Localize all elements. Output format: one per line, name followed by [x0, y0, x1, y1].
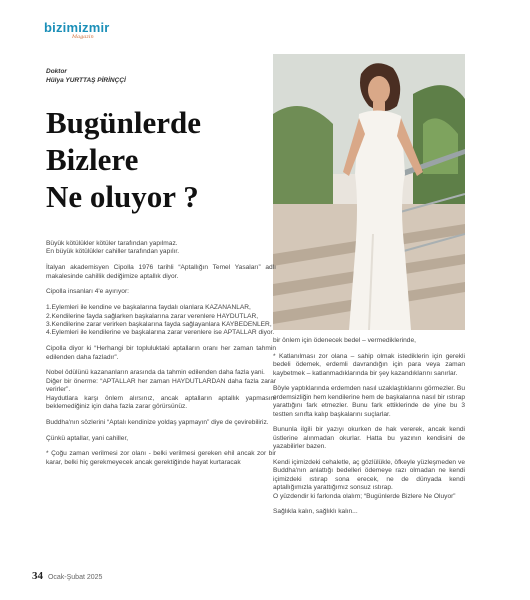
paragraph: Cipolla insanları 4'e ayırıyor:: [46, 288, 129, 296]
paragraph: Büyük kötülükler kötüler tarafından yapılmaz. En büyük kötülükler cahiller tarafından yapılır.: [46, 240, 180, 256]
article-title: [46, 104, 201, 215]
paragraph: * Çoğu zaman verilmesi zor olanı - belki verilmesi gereken ehil ancak zor bir karar, belki hiç gerekmeyecek ancak gerektiğinde hayat kurtaracak: [46, 450, 276, 466]
logo-text: bizimizmir: [44, 20, 110, 35]
paragraph: İtalyan akademisyen Cipolla 1976 tarihli “Aptallığın Temel Yasaları” adlı makalesinde cahillik dediğimize aptallık diyor.: [46, 264, 276, 280]
page-number: 34: [32, 570, 43, 582]
paragraph: 1.Eylemleri ile kendine ve başkalarına faydalı olanlara KAZANANLAR, 2.Kendilerine fayda sağlarken başkalarına zarar verenlere HAYDUTLAR, 3.Kendilerine zarar verirken başkalarına fayda sağlayanlara KAYBEDENLER, 4.Eylemleri ile kendilerine ve başkalarına zarar verenlere ise APTALLAR diyor.: [46, 304, 275, 337]
title-line: Bugünlerde: [46, 105, 202, 140]
title-line: Bizlere: [46, 142, 139, 177]
left-column: [46, 240, 276, 475]
page-footer: [32, 570, 102, 582]
paragraph: Kendi içimizdeki cehaletle, aç gözlülükle, öfkeyle yüzleşmeden ve Buddha'nın anlattığı bedelleri ödemeye razı olmadan ne kendi içimizdeki ıstırap sona erecek, ne de dünyada kendi aptallığımızla yarattığımız sonsuz ıstırap. O yüzdendir ki farkında olalım; “Bugünlerde Bizlere Ne Oluyor”: [273, 459, 465, 500]
author-block: [46, 67, 126, 85]
paragraph: Bununla ilgili bir yazıyı okurken de hak vererek, ancak kendi üstlerine alınmadan okurlar. Hatta bu yazının kendisini de yazabilirler bazen.: [273, 426, 465, 451]
paragraph: Nobel ödülünü kazananların arasında da tahmin edilenden daha fazla yani. Diğer bir önerme: “APTALLAR her zaman HAYDUTLARDAN daha fazla zarar verirler”. Haydutlara karşı önlem alırsınız, ancak aptalların aptallık yapmasını beklemediğiniz için daha fazla zarar görürsünüz.: [46, 369, 276, 411]
paragraph: Böyle yaptıklarında erdemden nasıl uzaklaştıklarını görmezler. Bu erdemsizliğin hem kendilerine hem de başkalarına nasıl bir ıstırap yarattığını fark etmezler. Bunu fark ettiklerinde de yine bu 3 testten sınıfta kalıp başkalarını suçlarlar.: [273, 385, 465, 418]
paragraph: Çünkü aptallar, yani cahiller,: [46, 434, 129, 442]
paragraph: Buddha'nın sözlerini “Aptalı kendinize yoldaş yapmayın” diye de çevirebiliriz.: [46, 418, 269, 426]
logo-subtitle: Magazin: [72, 34, 94, 40]
title-line: Ne oluyor ?: [46, 179, 199, 214]
issue-date: Ocak-Şubat 2025: [47, 574, 103, 581]
paragraph: Cipolla diyor ki “Herhangi bir topluluktaki aptalların oranı her zaman tahmin edilenden daha fazladır”.: [46, 345, 276, 361]
right-column: [273, 337, 465, 524]
author-photo: [273, 54, 465, 330]
paragraph: Sağlıkla kalın, sağlıklı kalın...: [273, 508, 358, 516]
paragraph: * Katlanılması zor olana – sahip olmak istediklerin için gerekli bedeli ödemek, erdemli davrandığın için para veya zaman kaybetmek – katlanmadıklarında bir şey kazandıklarını sanırlar.: [273, 352, 465, 377]
author-title: Doktor: [46, 68, 67, 75]
paragraph: bir önlem için ödenecek bedel – vermediklerinde,: [273, 337, 416, 344]
author-name: Hülya YURTTAŞ PİRİNÇÇİ: [46, 77, 126, 84]
magazine-logo: [44, 20, 110, 40]
